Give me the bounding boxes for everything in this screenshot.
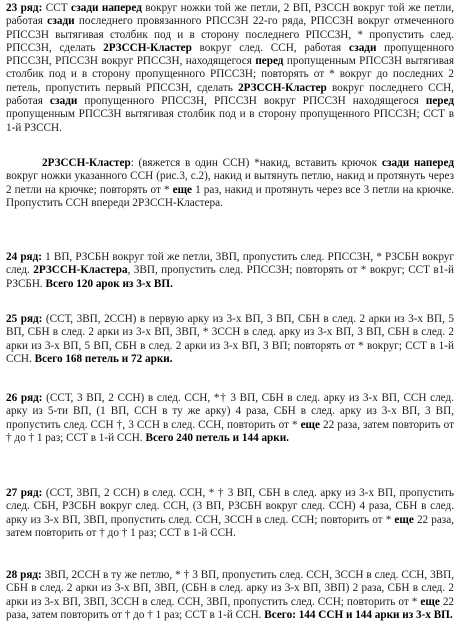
row-24-paragraph xyxy=(6,251,454,291)
bold-run: Всего: 144 ССН и 144 арки из 3-х ВП. xyxy=(264,608,453,621)
bold-run: еще xyxy=(420,595,440,608)
bold-run: 2РЗССН-Кластер xyxy=(42,157,131,169)
bold-run: еще xyxy=(172,183,193,196)
row-26-paragraph xyxy=(6,392,454,445)
text-run: вокруг последнего ССН, работая xyxy=(6,81,454,108)
bold-run: сзади наперед xyxy=(381,157,454,169)
bold-run: еще xyxy=(300,418,320,431)
bold-run: сзади наперед xyxy=(70,2,142,14)
text-run: 22 раза, затем повторить от † до † 1 раз; ССТ в 1-й ССН. xyxy=(6,418,454,444)
text-run: (ССТ, 3 ВП, 2 ССН) в след. ССН, *† 3 ВП, СБН в след. арку из 3-х ВП, ССН след. арку из 5-ти ВП, (1 ВП, ССН в ту же арку) 4 раза, СБН в след. арку из 3-х ВП, 3 ВП, пропустить след. ССН †, 3 ССН в след. ССН, повторить от * xyxy=(6,392,454,431)
bold-run: Всего 168 петель и 72 арки. xyxy=(34,352,173,365)
bold-run: Всего 240 петель и 144 арки. xyxy=(145,431,289,444)
text-run: (ССТ, 3ВП, 2ССН) в первую арку из 3-х ВП, 3 ВП, СБН в след. 2 арки из 3-х ВП, 5 ВП, СБН в след. 2 арки из 3-х ВП, 3ВП, * 3ССН в след. арку из 3-х ВП, 3 ВП, СБН в след. 2 арки из 3-х ВП, 5 ВП, СБН в след. 2 арки из 3-х ВП, 3 ВП; повторять от * вокруг; ССТ в 1-й ССН. xyxy=(6,313,454,365)
text-run: пропущенного РПСС3Н, РПСС3Н вокруг РПСС3Н находящегося xyxy=(77,95,426,108)
text-run: вокруг след. ССН, работая xyxy=(191,41,349,54)
row-27-paragraph xyxy=(6,487,454,540)
bold-run: 26 ряд: xyxy=(6,392,43,404)
bold-run: 2РЗССН-Кластера xyxy=(33,264,128,277)
bold-run: еще xyxy=(394,513,414,526)
bold-run: сзади xyxy=(49,95,78,108)
bold-run: сзади xyxy=(47,15,75,28)
bold-run: 27 ряд: xyxy=(6,487,43,499)
text-run: 1 ВП, РЗСБН вокруг той же петли, 3ВП, пропустить след. РПСС3Н, * РЗСБН вокруг след. xyxy=(6,251,454,277)
text-run: (ССТ, 3ВП, 2 ССН) в след. ССН, * † 3 ВП, СБН в след. арку из 3-х ВП, пропустить след. СБН, РЗСБН вокруг след. ССН, (3 ВП, РЗСБН вокруг след. ССН) 4 раза, СБН в след. арку из 3-х ВП, 3ВП, пропустить след. ССН, 3ССН в след. ССН; повторить от * xyxy=(6,487,454,526)
text-run: вокруг ножки той же петли, 2 ВП, РЗССН вокруг той же петли, работая xyxy=(6,2,454,28)
text-run: 22 раза, затем повторить от † до † 1 раз; ССТ в 1-й ССН. xyxy=(6,513,454,539)
text-run: : (вяжется в один ССН) *накид, вставить крючок xyxy=(130,157,382,169)
text-run: 22 раза, затем повторить от † до † 1 раз; ССТ в 1-й ССН. xyxy=(6,595,455,621)
text-run: 3ВП, 2ССН в ту же петлю, * † 3 ВП, пропустить след. ССН, 3ССН в след. ССН, 3ВП, СБН в след. 2 арки из 3-х ВП, 3ВП, (СБН в след. арку из 3-х ВП, 3ВП) 2 раза, СБН в след. 2 арки из 3-х ВП, 3ВП, 3ССН в след. ССН, 3ВП, пропустить след. ССН; повторить от * xyxy=(6,569,454,608)
cluster-definition-paragraph xyxy=(6,157,454,210)
text-run: вокруг ножки указанного ССН (рис.3, с.2), накид и вытянуть петлю, накид и протянуть через 2 петли на крючке; повторять от * xyxy=(6,170,454,196)
text-run: 1 раз, накид и протянуть через все 3 петли на крючке. Пропустить ССН впереди 2РЗССН-Кластера. xyxy=(6,183,454,209)
bold-run: 23 ряд: xyxy=(6,2,43,14)
bold-run: Всего 120 арок из 3-х ВП. xyxy=(45,277,173,290)
text-run: пропущенного РПСС3Н, РПСС3Н вокруг РПСС3Н, находящегося xyxy=(6,41,454,68)
bold-run: перед xyxy=(425,95,454,108)
row-23-paragraph xyxy=(6,2,454,135)
row-28-paragraph xyxy=(6,569,454,622)
row-25-paragraph xyxy=(6,313,454,366)
bold-run: 28 ряд: xyxy=(6,569,42,581)
bold-run: 2РЗССН-Кластер xyxy=(103,41,192,54)
bold-run: 2РЗССН-Кластер xyxy=(238,81,327,94)
bold-run: 25 ряд: xyxy=(6,313,43,325)
text-run: ССТ xyxy=(42,2,71,14)
bold-run: 24 ряд: xyxy=(6,251,42,263)
text-run: пропущенным РПСС3Н вытягивая столбик под и в сторону пропущенного РПСС3Н; ССТ в 1-й РЗССН. xyxy=(6,108,454,134)
text-run: , 3ВП, пропустить след. РПСС3Н; повторять от * вокруг; ССТ в1-й РЗСБН. xyxy=(6,264,455,290)
text-run: последнего провязанного РПСС3Н 22-го ряда, РПСС3Н вокруг отмеченного РПСС3Н вытягивая столбик под и в сторону последнего РПСС3Н, * пропустить след. РПСС3Н, сделать xyxy=(6,15,455,54)
bold-run: сзади xyxy=(348,41,377,54)
bold-run: перед xyxy=(255,55,284,68)
text-run: пропущенным РПСС3Н вытягивая столбик под и в сторону пропущенного РПСС3Н; повторять от * вокруг до последних 2 петель, пропустить первый РПСС3Н, сделать xyxy=(6,55,455,94)
